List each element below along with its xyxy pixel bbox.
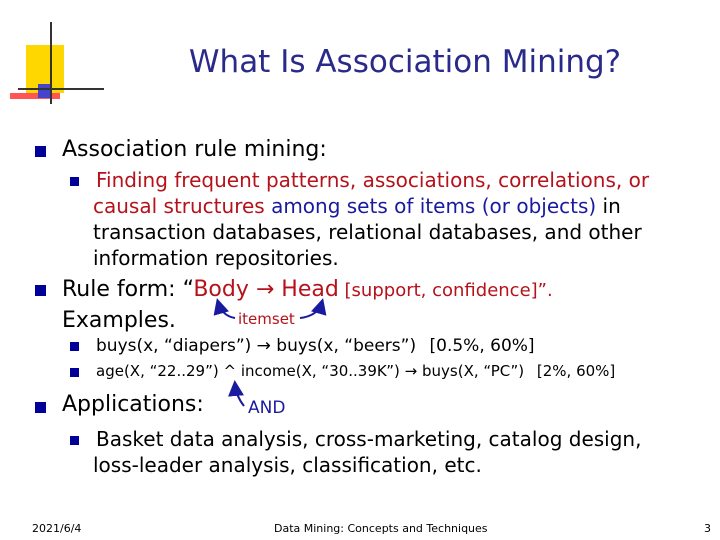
sub-bullet-line-4: information repositories. bbox=[93, 246, 339, 270]
itemset-arrow-left bbox=[218, 302, 235, 318]
rule-support-confidence: [support, confidence]”. bbox=[338, 280, 553, 301]
example-1 bbox=[96, 336, 535, 356]
example-2-rule: age(X, “22..29”) ^ income(X, “30..39K”) → buys(X, “PC”) bbox=[96, 362, 525, 380]
and-arrow bbox=[235, 384, 244, 406]
applications-line-2: loss-leader analysis, classification, etc. bbox=[93, 453, 482, 477]
in-text: in bbox=[602, 194, 621, 218]
sub-bullet-line-3: transaction databases, relational databases, and other bbox=[93, 220, 642, 244]
deco-horizontal-line bbox=[18, 88, 104, 90]
bullet-marker bbox=[35, 146, 46, 157]
itemset-label: itemset bbox=[238, 310, 295, 328]
among-sets-text: among sets of items (or objects) bbox=[271, 194, 597, 218]
sub-bullet-marker bbox=[70, 177, 79, 186]
examples-label: Examples. bbox=[62, 308, 176, 333]
rule-body: Body bbox=[193, 277, 256, 302]
bullet-marker bbox=[35, 285, 46, 296]
bullet-rule-form bbox=[62, 277, 553, 302]
footer-date: 2021/6/4 bbox=[32, 522, 82, 535]
bullet-marker bbox=[35, 402, 46, 413]
applications-line-1: Basket data analysis, cross-marketing, catalog design, bbox=[96, 427, 642, 451]
example-bullet-marker bbox=[70, 368, 79, 377]
example-bullet-marker bbox=[70, 342, 79, 351]
example-2-stats: [2%, 60%] bbox=[536, 362, 616, 380]
and-label: AND bbox=[248, 398, 286, 418]
footer-title: Data Mining: Concepts and Techniques bbox=[274, 522, 488, 535]
example-1-stats: [0.5%, 60%] bbox=[429, 336, 535, 356]
deco-vertical-line bbox=[50, 22, 52, 104]
rule-arrow-icon: → bbox=[255, 277, 275, 302]
itemset-arrow-right bbox=[300, 302, 322, 318]
deco-red-bar bbox=[10, 93, 60, 99]
sub-bullet-line-1: Finding frequent patterns, associations, correlations, or bbox=[96, 168, 650, 192]
slide-title: What Is Association Mining? bbox=[188, 44, 622, 80]
bullet-applications: Applications: bbox=[62, 392, 204, 417]
sub-bullet-marker bbox=[70, 436, 79, 445]
causal-structures-text: causal structures bbox=[93, 194, 265, 218]
example-2 bbox=[96, 362, 615, 380]
footer-page-number: 3 bbox=[704, 522, 711, 535]
rule-head: Head bbox=[274, 277, 339, 302]
corner-decoration bbox=[0, 0, 100, 110]
rule-form-prefix: Rule form: “ bbox=[62, 277, 194, 302]
bullet-association-rule-mining: Association rule mining: bbox=[62, 137, 327, 162]
sub-bullet-line-2 bbox=[93, 194, 621, 218]
example-1-rule: buys(x, “diapers”) → buys(x, “beers”) bbox=[96, 336, 417, 356]
